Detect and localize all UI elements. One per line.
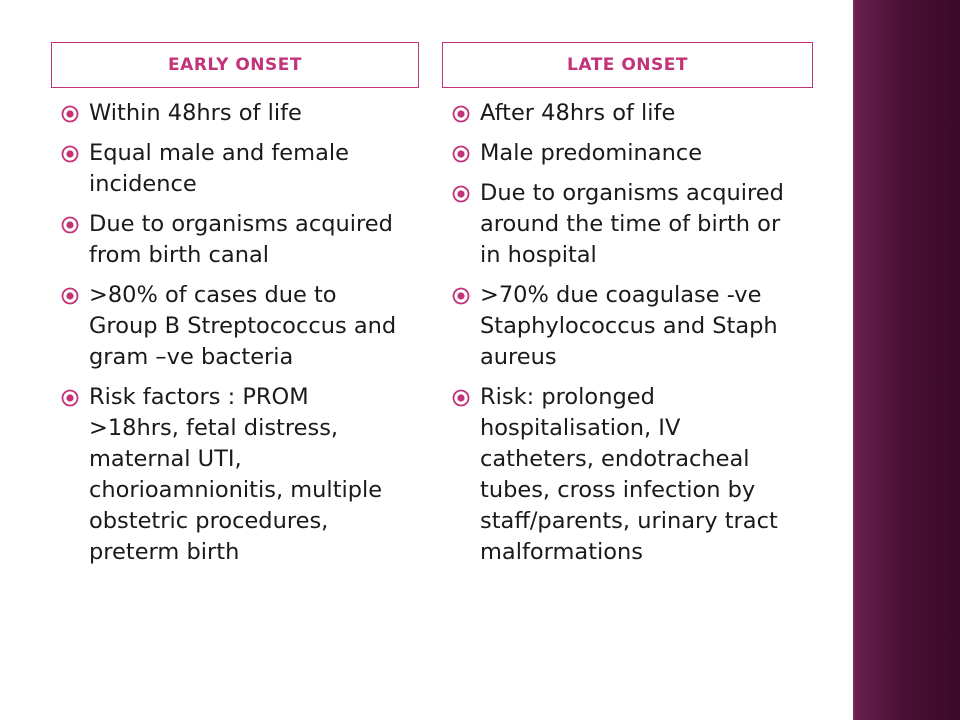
list-item — [60, 209, 405, 271]
list-item — [451, 382, 796, 568]
list-item-text: Risk factors : PROM >18hrs, fetal distress, maternal UTI, chorioamnionitis, multiple obstetric procedures, preterm birth — [89, 384, 383, 565]
decorative-side-bar — [855, 0, 960, 720]
list-item-text: Equal male and female incidence — [89, 140, 349, 197]
radio-bullet-icon — [60, 104, 80, 124]
early-onset-list — [60, 98, 405, 577]
list-item-text: >80% of cases due to Group B Streptococcus and gram –ve bacteria — [89, 282, 397, 370]
radio-bullet-icon — [451, 388, 471, 408]
list-item-text: Risk: prolonged hospitalisation, IV catheters, endotracheal tubes, cross infection by staff/parents, urinary tract malformations — [480, 384, 778, 565]
list-item — [60, 280, 405, 373]
radio-bullet-icon — [60, 215, 80, 235]
late-onset-header — [442, 42, 813, 88]
list-item — [451, 178, 796, 271]
list-item — [451, 138, 796, 169]
late-onset-header-label: LATE ONSET — [567, 55, 688, 75]
radio-bullet-icon — [451, 184, 471, 204]
list-item-text: >70% due coagulase -ve Staphylococcus and Staph aureus — [480, 282, 778, 370]
radio-bullet-icon — [451, 144, 471, 164]
radio-bullet-icon — [60, 286, 80, 306]
early-onset-header-label: EARLY ONSET — [168, 55, 302, 75]
list-item-text: Due to organisms acquired around the time of birth or in hospital — [480, 180, 784, 268]
radio-bullet-icon — [60, 388, 80, 408]
list-item — [60, 98, 405, 129]
list-item — [60, 138, 405, 200]
late-onset-list — [451, 98, 796, 577]
radio-bullet-icon — [451, 286, 471, 306]
list-item — [451, 280, 796, 373]
radio-bullet-icon — [60, 144, 80, 164]
radio-bullet-icon — [451, 104, 471, 124]
early-onset-header — [51, 42, 419, 88]
list-item-text: Within 48hrs of life — [89, 100, 302, 126]
list-item — [60, 382, 405, 568]
list-item — [451, 98, 796, 129]
list-item-text: Male predominance — [480, 140, 703, 166]
list-item-text: Due to organisms acquired from birth canal — [89, 211, 393, 268]
list-item-text: After 48hrs of life — [480, 100, 676, 126]
